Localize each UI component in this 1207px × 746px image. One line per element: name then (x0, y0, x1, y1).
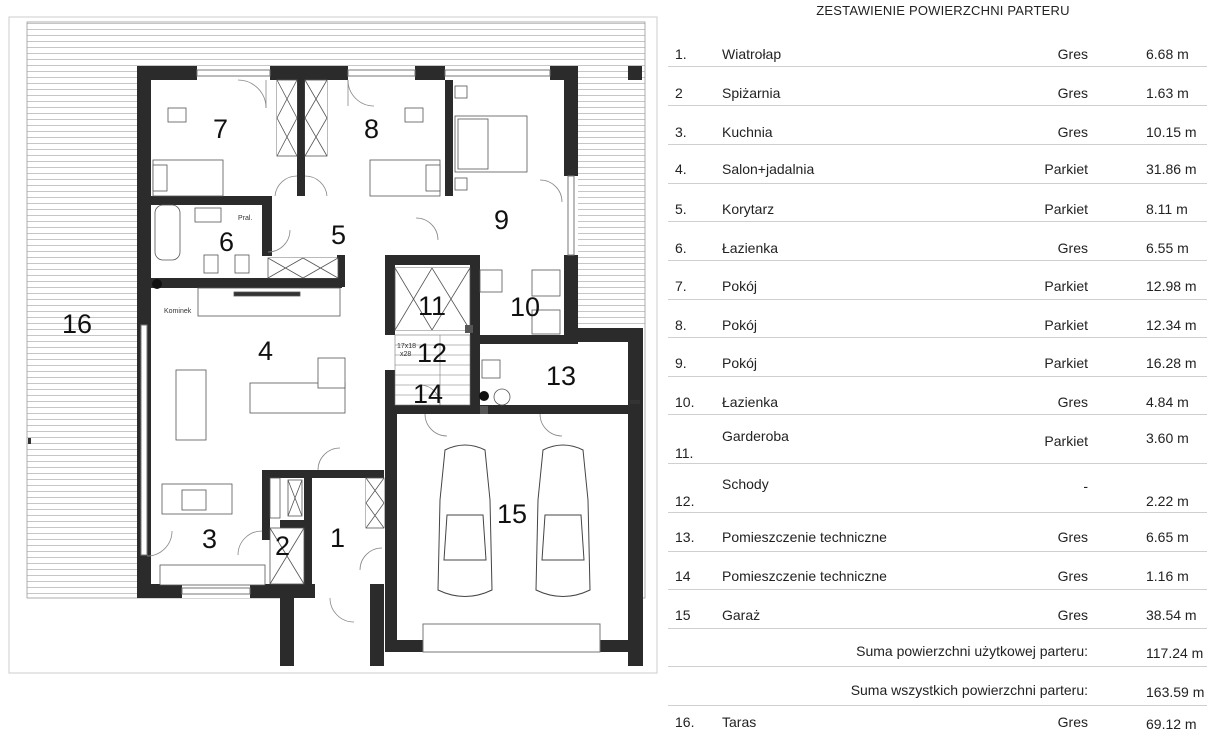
row-number: 9. (675, 355, 687, 371)
room-label: 15 (497, 499, 528, 529)
row-number: 4. (675, 161, 687, 177)
row-number: 15 (675, 607, 691, 623)
row-number: 12. (675, 493, 695, 509)
table-row (668, 144, 1207, 184)
room-name: Wiatrołap (722, 46, 782, 62)
room-area: 1.63 m (1146, 85, 1189, 101)
floor-material: - (1083, 478, 1088, 494)
floor-material: Gres (1057, 394, 1088, 410)
row-number: 10. (675, 394, 695, 410)
room-name: Łazienka (722, 394, 779, 410)
room-label: 10 (510, 292, 541, 322)
table-row (668, 337, 1207, 377)
room-name: Salon+jadalnia (722, 161, 815, 177)
floor-material: Parkiet (1044, 355, 1088, 371)
table-row (668, 551, 1207, 590)
room-name: Pokój (722, 278, 758, 294)
row-number: 2 (675, 85, 683, 101)
room-label: 13 (546, 361, 577, 391)
table-title: ZESTAWIENIE POWIERZCHNI PARTERU (816, 3, 1070, 18)
row-number: 13. (675, 529, 695, 545)
sum-row (668, 667, 1207, 706)
table-row (668, 66, 1207, 106)
table-row (668, 183, 1207, 222)
floor-material: Parkiet (1044, 433, 1088, 449)
floor-material: Gres (1057, 714, 1088, 730)
floor-material: Parkiet (1044, 201, 1088, 217)
row-number: 11. (675, 445, 694, 461)
room-area: 10.15 m (1146, 124, 1197, 140)
row-number: 5. (675, 201, 687, 217)
room-area: 31.86 m (1146, 161, 1197, 177)
row-number: 16. (675, 714, 695, 730)
room-area: 38.54 m (1146, 607, 1197, 623)
floor-material: Gres (1057, 46, 1088, 62)
room-name: Korytarz (722, 201, 775, 217)
room-area: 12.34 m (1146, 317, 1197, 333)
room-area: 6.55 m (1146, 240, 1189, 256)
row-number: 14 (675, 568, 691, 584)
room-area: 8.11 m (1146, 201, 1188, 217)
table-row (668, 27, 1207, 67)
floor-material: Parkiet (1044, 278, 1088, 294)
room-area: 6.68 m (1146, 46, 1189, 62)
row-number: 6. (675, 240, 687, 256)
room-area: 4.84 m (1146, 394, 1189, 410)
room-area: 16.28 m (1146, 355, 1197, 371)
room-label: 14 (413, 379, 444, 409)
room-name: Pokój (722, 355, 758, 371)
floor-material: Gres (1057, 607, 1088, 623)
table-row (668, 221, 1207, 261)
room-area: 12.98 m (1146, 278, 1197, 294)
floor-material: Gres (1057, 568, 1088, 584)
floor-material: Gres (1057, 240, 1088, 256)
sum-row (668, 628, 1207, 667)
room-name: Pomieszczenie techniczne (722, 568, 887, 584)
room-label: 4 (258, 336, 274, 366)
table-row (668, 260, 1207, 300)
table-row (668, 105, 1207, 145)
room-name: Łazienka (722, 240, 779, 256)
sum-label: Suma powierzchni użytkowej parteru: (856, 643, 1088, 659)
room-name: Garderoba (722, 428, 789, 444)
room-area: 2.22 m (1146, 493, 1189, 509)
room-area: 69.12 m (1146, 716, 1197, 732)
room-label: 9 (494, 205, 510, 235)
room-name: Schody (722, 476, 769, 492)
room-label: 7 (213, 114, 229, 144)
table-row (668, 414, 1207, 464)
room-name: Spiżarnia (722, 85, 781, 101)
room-label: 16 (62, 309, 93, 339)
room-name: Pokój (722, 317, 758, 333)
room-label: 2 (275, 531, 291, 561)
terrace-row (668, 706, 1207, 744)
room-label: 1 (330, 523, 346, 553)
room-area: 6.65 m (1146, 529, 1189, 545)
room-name: Kuchnia (722, 124, 773, 140)
note-pral: Pral. (238, 215, 253, 222)
table-row (668, 463, 1207, 513)
room-label: 12 (417, 338, 448, 368)
row-number: 1. (675, 46, 687, 62)
floor-material: Gres (1057, 124, 1088, 140)
table-row (668, 512, 1207, 552)
room-label: 8 (364, 114, 380, 144)
table-row (668, 376, 1207, 415)
row-number: 7. (675, 278, 687, 294)
room-label: 3 (202, 524, 218, 554)
table-row (668, 589, 1207, 629)
room-label: 5 (331, 220, 347, 250)
room-label: 11 (418, 291, 447, 321)
area-table (668, 0, 1207, 746)
floor-material: Parkiet (1044, 161, 1088, 177)
room-area: 1.16 m (1146, 568, 1189, 584)
room-name: Garaż (722, 607, 761, 623)
stair-note: 17x18 (397, 343, 417, 350)
stair-note: x28 (400, 351, 412, 358)
room-name: Pomieszczenie techniczne (722, 529, 887, 545)
floor-material: Parkiet (1044, 317, 1088, 333)
sum-label: Suma wszystkich powierzchni parteru: (850, 682, 1088, 698)
room-area: 3.60 m (1146, 430, 1189, 446)
note-kominek: Kominek (164, 308, 192, 315)
table-row (668, 299, 1207, 338)
floor-material: Gres (1057, 529, 1088, 545)
sum-area: 163.59 m (1146, 684, 1205, 700)
room-name: Taras (722, 714, 757, 730)
room-label: 6 (219, 227, 235, 257)
row-number: 3. (675, 124, 687, 140)
row-number: 8. (675, 317, 687, 333)
floor-material: Gres (1057, 85, 1088, 101)
sum-area: 117.24 m (1146, 645, 1204, 661)
